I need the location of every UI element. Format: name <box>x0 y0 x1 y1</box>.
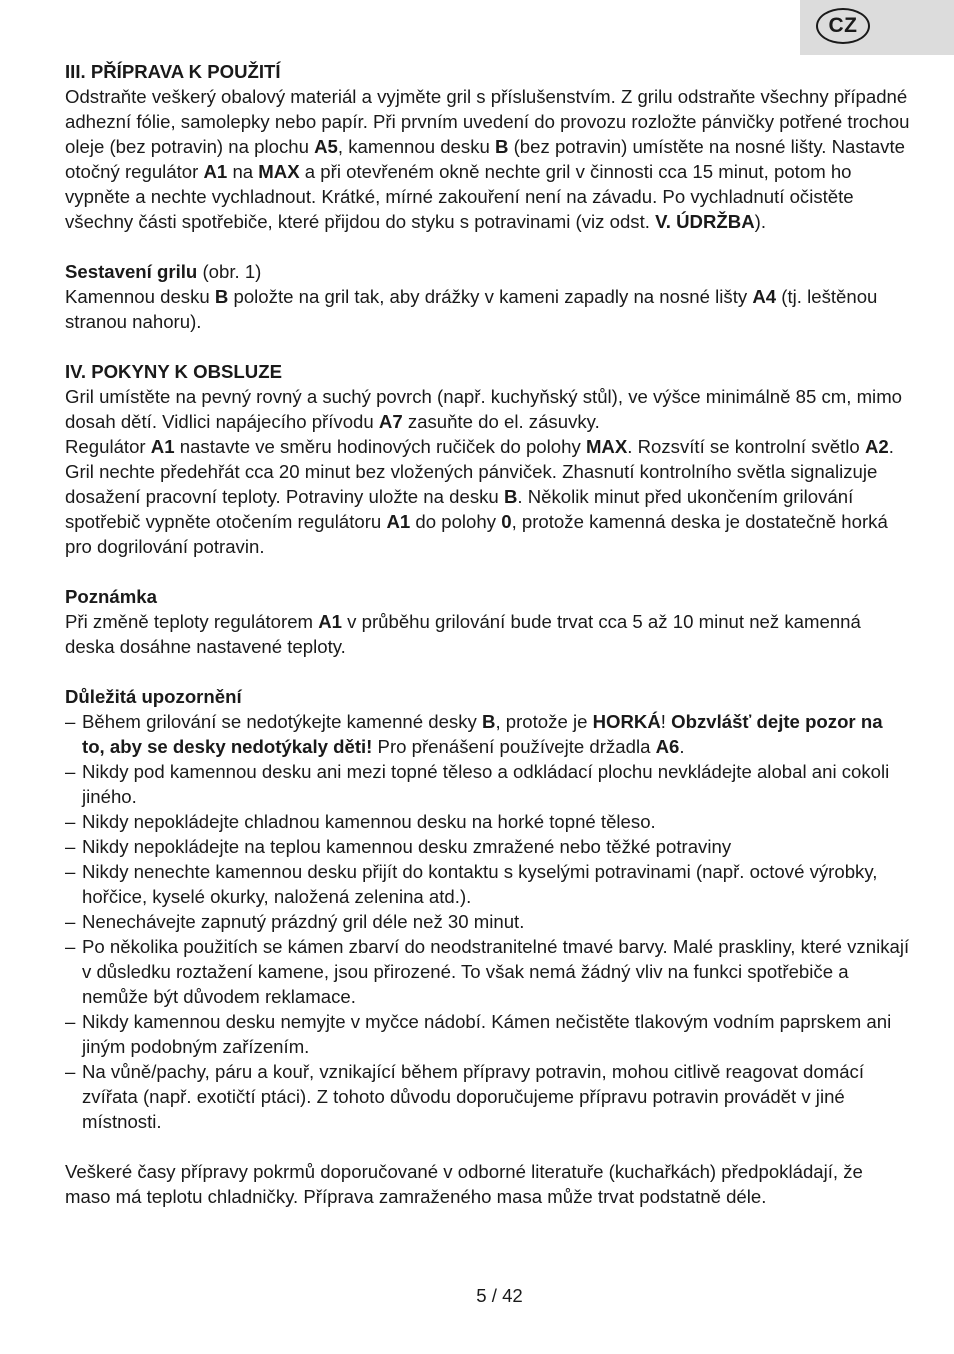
page-number: 5 / 42 <box>476 1285 523 1306</box>
text-run: Nikdy nenechte kamennou desku přijít do kontaktu s kyselými potravinami (např. octové výrobky, hořčice, kyselé okurky, naložená zelenina atd.). <box>82 861 878 907</box>
assembly-paragraph <box>65 284 910 334</box>
bold-text-run: MAX <box>258 161 300 182</box>
preparation-paragraph <box>65 84 910 234</box>
warning-item <box>65 1009 910 1059</box>
text-run: . Rozsvítí se kontrolní světlo <box>627 436 865 457</box>
assembly-heading-ref: (obr. 1) <box>197 261 262 282</box>
text-run: Nenechávejte zapnutý prázdný gril déle než 30 minut. <box>82 911 525 932</box>
bold-text-run: A7 <box>378 411 403 432</box>
text-run: (tj. leštěnou stranou nahoru). <box>65 286 878 332</box>
warning-item <box>65 759 910 809</box>
text-run: . Gril nechte předehřát cca 20 minut bez vložených pánviček. Zhasnutí kontrolního světla signalizuje dosažení pracovní teploty. Potraviny uložte na desku <box>65 436 894 507</box>
language-tab <box>800 0 954 55</box>
text-run: položte na gril tak, aby drážky v kameni zapadly na nosné lišty <box>228 286 753 307</box>
language-badge: CZ <box>816 8 870 44</box>
text-run: Odstraňte veškerý obalový materiál a vyjměte gril s příslušenstvím. Z grilu odstraňte všechny případné adhezní fólie, samolepky nebo papír. Při prvním uvedení do provozu rozložte pánvičky potřené trochou oleje (bez potravin) na plochu <box>65 86 910 157</box>
bold-text-run: B <box>214 286 229 307</box>
text-run: Pro přenášení používejte držadla <box>372 736 656 757</box>
bold-text-run: A1 <box>318 611 342 632</box>
text-run: v průběhu grilování bude trvat cca 5 až 10 minut než kamenná deska dosáhne nastavené teploty. <box>65 611 861 657</box>
text-run: Gril umístěte na pevný rovný a suchý povrch (např. kuchyňský stůl), ve výšce minimálně 85 cm, mimo dosah dětí. Vidlici napájecího přívodu <box>65 386 903 432</box>
text-run: na <box>227 161 259 182</box>
warning-item <box>65 709 910 759</box>
text-run: ! <box>660 711 672 732</box>
bold-text-run: B <box>503 486 518 507</box>
bold-text-run: MAX <box>585 436 628 457</box>
text-run: Kamennou desku <box>65 286 215 307</box>
text-run: Nikdy kamennou desku nemyjte v myčce nádobí. Kámen nečistěte tlakovým vodním paprskem ani jiným podobným zařízením. <box>82 1011 892 1057</box>
text-run: Nikdy nepokládejte chladnou kamennou desku na horké topné těleso. <box>82 811 656 832</box>
warning-item <box>65 934 910 1009</box>
text-run: Regulátor <box>65 436 151 457</box>
text-run: zasuňte do el. zásuvky. <box>402 411 600 432</box>
warning-item <box>65 834 910 859</box>
text-run: nastavte ve směru hodinových ručiček do polohy <box>174 436 586 457</box>
operation-paragraph-2 <box>65 434 910 559</box>
closing-paragraph: Veškeré časy přípravy pokrmů doporučované v odborné literatuře (kuchařkách) předpokládají, že maso má teplotu chladničky. Příprava zamraženého masa může trvat podstatně déle. <box>65 1161 863 1207</box>
assembly-heading-bold: Sestavení grilu <box>65 261 198 282</box>
bold-text-run: A2 <box>864 436 889 457</box>
bold-text-run: Obzvlášť dejte pozor na to, aby se desky nedotýkaly děti! <box>82 711 883 757</box>
warning-item <box>65 809 910 834</box>
note-paragraph <box>65 609 910 659</box>
section-heading-operation: IV. POKYNY K OBSLUZE <box>65 361 282 382</box>
bold-text-run: A1 <box>203 161 228 182</box>
text-run: Během grilování se nedotýkejte kamenné desky <box>82 711 482 732</box>
manual-content <box>65 59 910 1209</box>
text-run: Nikdy nepokládejte na teplou kamennou desku zmražené nebo těžké potraviny <box>82 836 732 857</box>
bold-text-run: A1 <box>150 436 175 457</box>
bold-text-run: A6 <box>655 736 680 757</box>
warnings-heading: Důležitá upozornění <box>65 686 242 707</box>
text-run: Na vůně/pachy, páru a kouř, vznikající během přípravy potravin, mohou citlivě reagovat domácí zvířata (např. exotičtí ptáci). Z tohoto důvodu doporučujeme přípravu potravin provádět v jiné místnosti. <box>82 1061 865 1132</box>
bold-text-run: A4 <box>752 286 777 307</box>
bold-text-run: A5 <box>314 136 338 157</box>
warnings-list <box>65 709 910 1134</box>
note-heading: Poznámka <box>65 586 157 607</box>
bold-text-run: HORKÁ <box>592 711 661 732</box>
text-run: . Několik minut před ukončením grilování spotřebič vypněte otočením regulátoru <box>65 486 854 532</box>
warning-item <box>65 909 910 934</box>
section-heading-preparation: III. PŘÍPRAVA K POUŽITÍ <box>65 61 281 82</box>
bold-text-run: 0 <box>501 511 512 532</box>
assembly-heading <box>65 259 910 284</box>
text-run: Po několika použitích se kámen zbarví do neodstranitelné tmavé barvy. Malé praskliny, které vznikají v důsledku roztažení kamene, jsou přirozené. To však nemá žádný vliv na funkci spotřebiče a nemůže být důvodem reklamace. <box>82 936 910 1007</box>
text-run: , protože kamenná deska je dostatečně horká pro dogrilování potravin. <box>65 511 888 557</box>
operation-paragraph-1 <box>65 384 910 434</box>
text-run: , kamennou desku <box>337 136 496 157</box>
bold-text-run: B <box>495 136 509 157</box>
text-run: do polohy <box>410 511 502 532</box>
bold-text-run: V. ÚDRŽBA <box>655 211 755 232</box>
text-run: . <box>679 736 685 757</box>
text-run: ). <box>754 211 766 232</box>
warning-item <box>65 1059 910 1134</box>
text-run: Nikdy pod kamennou desku ani mezi topné těleso a odkládací plochu nevkládejte alobal ani cokoli jiného. <box>82 761 890 807</box>
bold-text-run: B <box>482 711 496 732</box>
text-run: a při otevřeném okně nechte gril v činnosti cca 15 minut, potom ho vypněte a nechte vychladnout. Krátké, mírné zakouření není na závadu. Po vychladnutí očistěte všechny části spotřebiče, které přijdou do styku s potravinami (viz odst. <box>65 161 854 232</box>
text-run: , protože je <box>495 711 593 732</box>
bold-text-run: A1 <box>386 511 411 532</box>
text-run: (bez potravin) umístěte na nosné lišty. Nastavte otočný regulátor <box>65 136 905 182</box>
warning-item <box>65 859 910 909</box>
text-run: Při změně teploty regulátorem <box>65 611 319 632</box>
